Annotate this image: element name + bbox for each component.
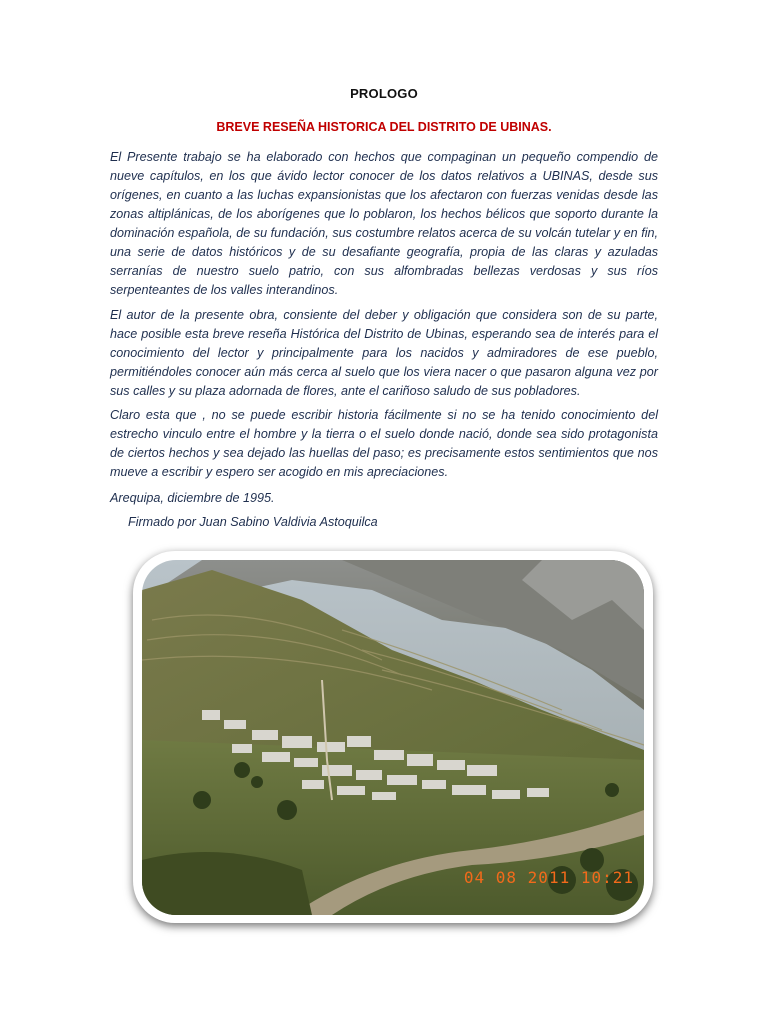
paragraph-2: El autor de la presente obra, consiente del deber y obligación que considera son de su parte, hace posible esta breve reseña Histórica del Distrito de Ubinas, esperando sea de interés para el conocimiento del lector y principalmente para los nacidos y admiradores de ese pueblo, permitiéndoles conocer aún más cerca al suelo que los viera nacer o que pasaron alguna vez por sus calles y su plaza adornada de flores, ante el cariñoso saludo de sus pobladores. — [110, 308, 658, 398]
signature-line: Firmado por Juan Sabino Valdivia Astoquilca — [128, 515, 378, 529]
photo-timestamp: 04 08 2011 10:21 — [463, 868, 634, 887]
paragraph-3: Claro esta que , no se puede escribir historia fácilmente si no se ha tenido conocimiento del estrecho vinculo entre el hombre y la tierra o el suelo donde nació, donde sea sido protagonista de ciertos hechos y sea dejado las huellas del paso; es precisamente estos sentimientos que nos mueve a escribir y espero ser acogido en mis apreciaciones. — [110, 408, 658, 479]
village-photo — [142, 560, 644, 915]
village-photo-illustration — [142, 560, 644, 915]
page-subtitle: BREVE RESEÑA HISTORICA DEL DISTRITO DE UBINAS. — [216, 120, 552, 134]
paragraph-1: El Presente trabajo se ha elaborado con hechos que compaginan un pequeño compendio de nueve capítulos, en los que ávido lector conocer de los datos relativos a UBINAS, desde sus orígenes, en cuanto a las luchas expansionistas que los afectaron con fuerzas venidas desde las zonas altiplánicas, de los aborígenes que lo poblaron, los hechos bélicos que soporto durante la dominación española, de su fundación, sus costumbre relatos acerca de su volcán tutelar y en fin, una serie de datos históricos y de su desafiante geografía, propia de las claras y azuladas serranías de nuestro suelo patrio, con sus alfombradas bellezas verdosas y sus ríos serpenteantes de los valles interandinos. — [110, 150, 658, 297]
place-date: Arequipa, diciembre de 1995. — [110, 491, 275, 505]
page-title: PROLOGO — [350, 86, 418, 101]
